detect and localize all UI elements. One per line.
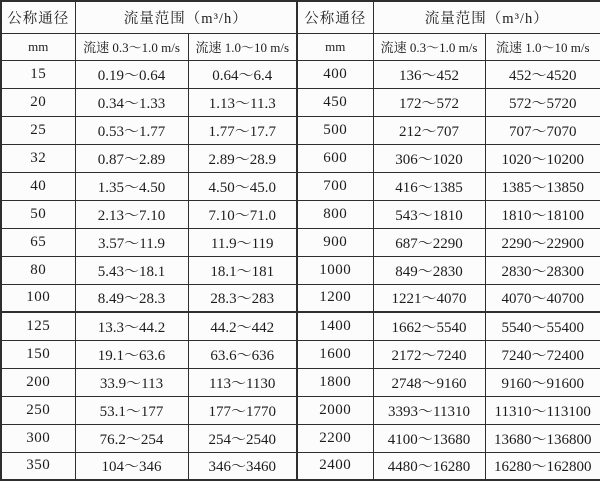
table-row — [1, 312, 600, 340]
header-row-2 — [1, 33, 600, 60]
diameter-cell: 400 — [297, 60, 373, 88]
table-row — [1, 256, 600, 284]
flow-range-cell: 1.13～11.3 — [188, 88, 297, 116]
flow-range-cell: 0.19～0.64 — [75, 60, 188, 88]
flow-range-cell: 707～7070 — [485, 116, 600, 144]
flow-range-cell: 44.2～442 — [188, 312, 297, 340]
diameter-cell: 2000 — [297, 396, 373, 424]
table-row — [1, 88, 600, 116]
diameter-cell: 800 — [297, 200, 373, 228]
table-row — [1, 284, 600, 312]
diameter-cell: 1200 — [297, 284, 373, 312]
flow-range-cell: 4070～40700 — [485, 284, 600, 312]
table-header — [1, 1, 600, 60]
diameter-cell: 250 — [1, 396, 75, 424]
diameter-cell: 80 — [1, 256, 75, 284]
flow-range-cell: 13680～136800 — [485, 424, 600, 452]
diameter-cell: 700 — [297, 172, 373, 200]
flow-range-cell: 543～1810 — [373, 200, 485, 228]
flow-range-cell: 172～572 — [373, 88, 485, 116]
table-row — [1, 60, 600, 88]
flow-range-cell: 33.9～113 — [75, 368, 188, 396]
diameter-cell: 1800 — [297, 368, 373, 396]
flow-range-cell: 212～707 — [373, 116, 485, 144]
flow-range-cell: 0.64～6.4 — [188, 60, 297, 88]
header-diameter-right: 公称通径 — [297, 1, 373, 33]
flow-range-cell: 5540～55400 — [485, 312, 600, 340]
flow-range-cell: 4480～16280 — [373, 452, 485, 480]
flow-range-cell: 16280～162800 — [485, 452, 600, 480]
diameter-cell: 65 — [1, 228, 75, 256]
flow-range-cell: 5.43～18.1 — [75, 256, 188, 284]
diameter-cell: 900 — [297, 228, 373, 256]
flow-range-cell: 306～1020 — [373, 144, 485, 172]
table-row — [1, 200, 600, 228]
table-row — [1, 452, 600, 480]
diameter-cell: 1400 — [297, 312, 373, 340]
table-body — [1, 60, 600, 480]
flow-range-cell: 1385～13850 — [485, 172, 600, 200]
flow-range-cell: 0.87～2.89 — [75, 144, 188, 172]
flow-range-cell: 2748～9160 — [373, 368, 485, 396]
header-unit-right: mm — [297, 33, 373, 60]
header-velocity-high-left: 流速 1.0～10 m/s — [188, 33, 297, 60]
flow-range-cell: 3.57～11.9 — [75, 228, 188, 256]
diameter-cell: 125 — [1, 312, 75, 340]
diameter-cell: 600 — [297, 144, 373, 172]
diameter-cell: 450 — [297, 88, 373, 116]
flow-range-cell: 1662～5540 — [373, 312, 485, 340]
flow-range-cell: 18.1～181 — [188, 256, 297, 284]
flow-range-cell: 1221～4070 — [373, 284, 485, 312]
table-row — [1, 172, 600, 200]
flow-range-cell: 849～2830 — [373, 256, 485, 284]
table-row — [1, 228, 600, 256]
flow-range-cell: 63.6～636 — [188, 340, 297, 368]
table-row — [1, 368, 600, 396]
flow-range-cell: 687～2290 — [373, 228, 485, 256]
flow-range-cell: 452～4520 — [485, 60, 600, 88]
flow-range-cell: 1.77～17.7 — [188, 116, 297, 144]
table-row — [1, 396, 600, 424]
flow-range-cell: 177～1770 — [188, 396, 297, 424]
flow-range-cell: 254～2540 — [188, 424, 297, 452]
table-row — [1, 116, 600, 144]
flow-range-cell: 1020～10200 — [485, 144, 600, 172]
header-flow-range-right: 流量范围（m³/h） — [373, 1, 600, 33]
header-unit-left: mm — [1, 33, 75, 60]
flow-range-cell: 1.35～4.50 — [75, 172, 188, 200]
diameter-cell: 40 — [1, 172, 75, 200]
flow-range-cell: 136～452 — [373, 60, 485, 88]
flow-range-cell: 53.1～177 — [75, 396, 188, 424]
flow-range-cell: 0.53～1.77 — [75, 116, 188, 144]
diameter-cell: 300 — [1, 424, 75, 452]
flow-range-cell: 113～1130 — [188, 368, 297, 396]
flow-range-cell: 1810～18100 — [485, 200, 600, 228]
diameter-cell: 50 — [1, 200, 75, 228]
diameter-cell: 100 — [1, 284, 75, 312]
header-diameter-left: 公称通径 — [1, 1, 75, 33]
diameter-cell: 15 — [1, 60, 75, 88]
flow-range-cell: 2.89～28.9 — [188, 144, 297, 172]
flow-range-cell: 572～5720 — [485, 88, 600, 116]
table-row — [1, 424, 600, 452]
table-row — [1, 144, 600, 172]
header-flow-range-left: 流量范围（m³/h） — [75, 1, 297, 33]
flow-range-cell: 19.1～63.6 — [75, 340, 188, 368]
flow-range-cell: 11310～113100 — [485, 396, 600, 424]
flow-range-cell: 2830～28300 — [485, 256, 600, 284]
flow-range-cell: 8.49～28.3 — [75, 284, 188, 312]
flow-range-cell: 104～346 — [75, 452, 188, 480]
diameter-cell: 20 — [1, 88, 75, 116]
diameter-cell: 1600 — [297, 340, 373, 368]
diameter-cell: 32 — [1, 144, 75, 172]
diameter-cell: 350 — [1, 452, 75, 480]
flow-range-cell: 7240～72400 — [485, 340, 600, 368]
diameter-cell: 2400 — [297, 452, 373, 480]
flow-range-cell: 11.9～119 — [188, 228, 297, 256]
diameter-cell: 1000 — [297, 256, 373, 284]
diameter-cell: 2200 — [297, 424, 373, 452]
flow-range-cell: 13.3～44.2 — [75, 312, 188, 340]
flow-range-cell: 28.3～283 — [188, 284, 297, 312]
header-velocity-low-right: 流速 0.3～1.0 m/s — [373, 33, 485, 60]
flow-range-cell: 3393～11310 — [373, 396, 485, 424]
header-velocity-low-left: 流速 0.3～1.0 m/s — [75, 33, 188, 60]
header-row-1 — [1, 1, 600, 33]
flow-range-cell: 2172～7240 — [373, 340, 485, 368]
flow-range-cell: 0.34～1.33 — [75, 88, 188, 116]
flow-range-cell: 4100～13680 — [373, 424, 485, 452]
flow-range-cell: 76.2～254 — [75, 424, 188, 452]
diameter-cell: 200 — [1, 368, 75, 396]
diameter-cell: 150 — [1, 340, 75, 368]
flow-range-cell: 2290～22900 — [485, 228, 600, 256]
flow-range-cell: 9160～91600 — [485, 368, 600, 396]
diameter-cell: 25 — [1, 116, 75, 144]
flow-range-cell: 4.50～45.0 — [188, 172, 297, 200]
flow-range-cell: 7.10～71.0 — [188, 200, 297, 228]
flow-range-cell: 346～3460 — [188, 452, 297, 480]
table-row — [1, 340, 600, 368]
header-velocity-high-right: 流速 1.0～10 m/s — [485, 33, 600, 60]
diameter-cell: 500 — [297, 116, 373, 144]
flow-range-cell: 416～1385 — [373, 172, 485, 200]
flow-range-cell: 2.13～7.10 — [75, 200, 188, 228]
